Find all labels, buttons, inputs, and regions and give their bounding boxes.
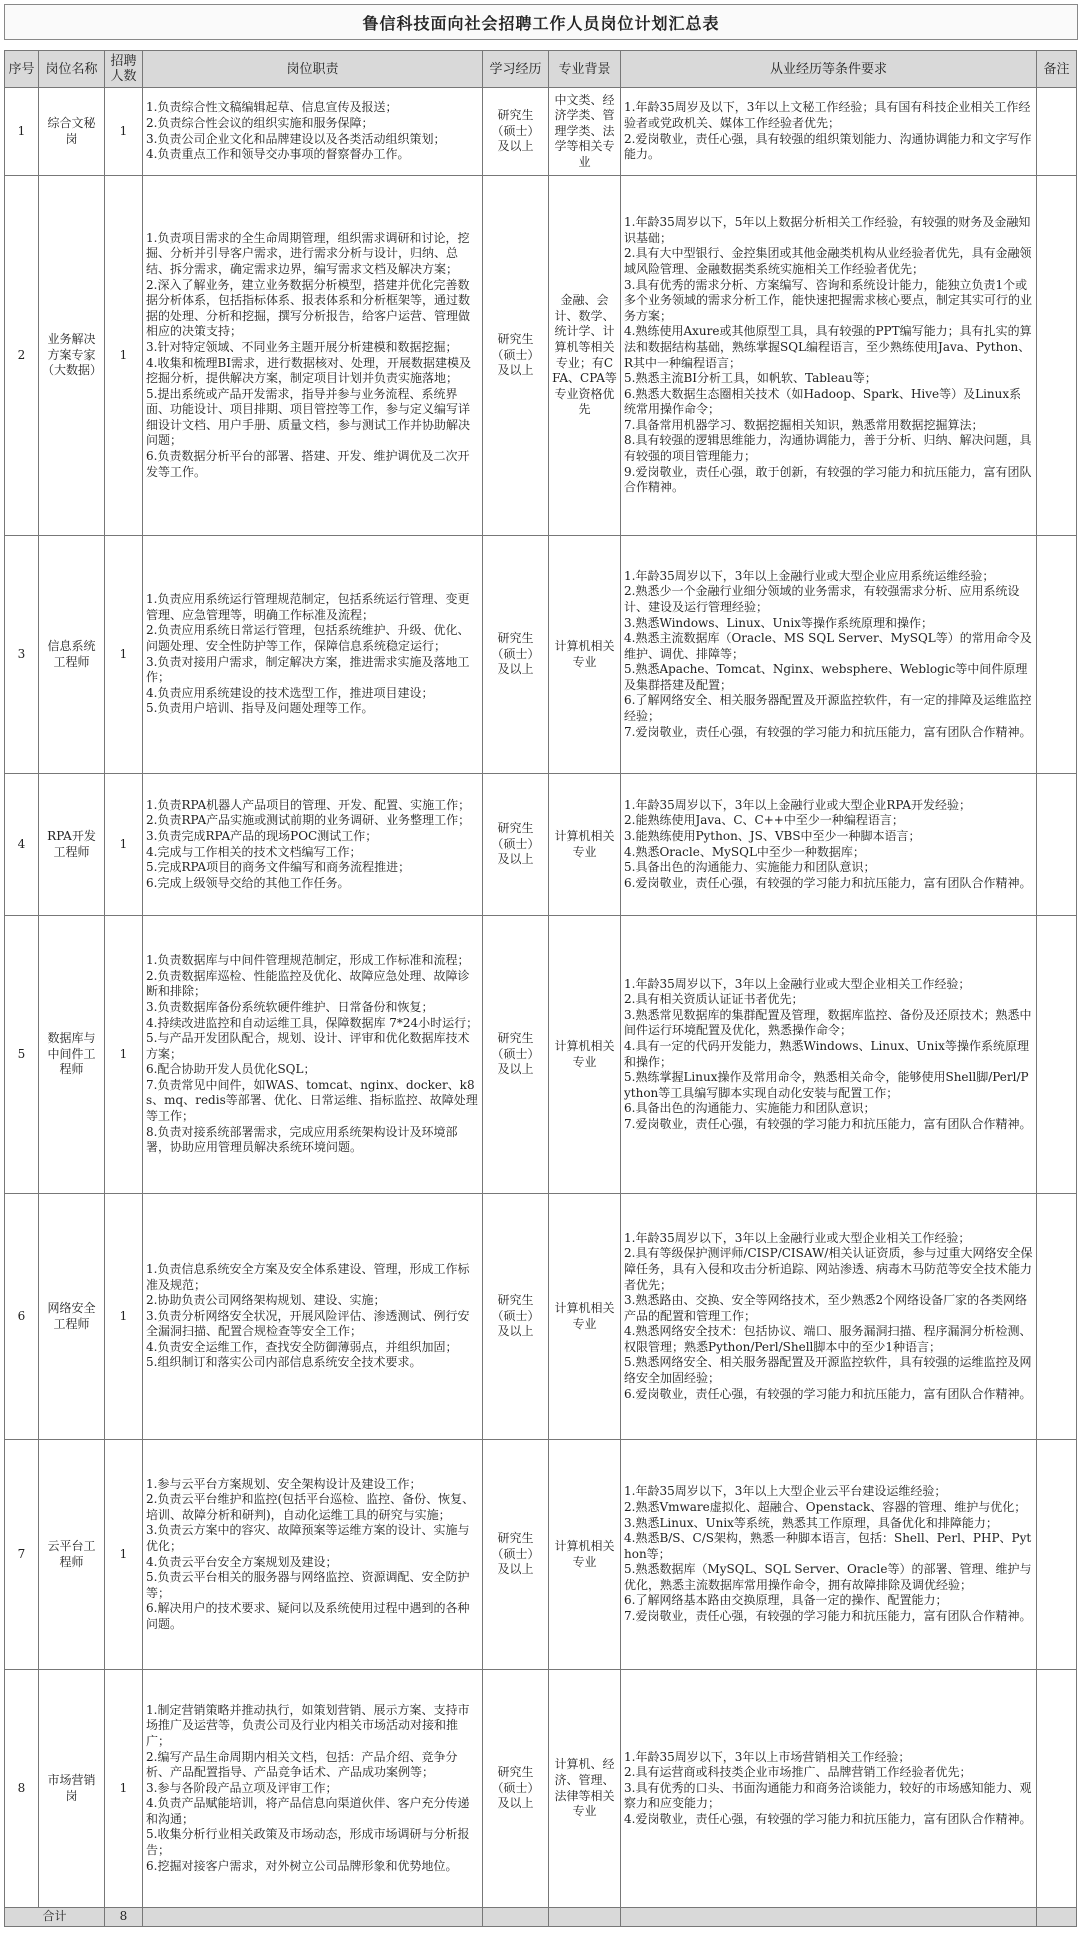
row-count: 1 bbox=[105, 176, 143, 536]
row-count: 1 bbox=[105, 774, 143, 916]
row-requirements: 1.年龄35周岁以下，3年以上金融行业或大型企业相关工作经验； 2.具有相关资质认证证书者优先； 3.熟悉常见数据库的集群配置及管理，数据库监控、备份及还原技术；熟悉中间件运行环境配置及优化，熟悉操作命令； 4.具有一定的代码开发能力，熟悉Windows、Linux、Unix等操作系统原理和操作； 5.熟练掌握Linux操作及常用命令，熟悉相关命令，能够使用Shell脚/Perl/Python等工具编写脚本实现自动化安装与配置工作； 6.具备出色的沟通能力、实施能力和团队意识； 7.爱岗敬业，责任心强，有较强的学习能力和抗压能力，富有团队合作精神。 bbox=[621, 916, 1037, 1194]
row-major: 计算机相关专业 bbox=[549, 916, 621, 1194]
row-position: 数据库与中间件工程师 bbox=[39, 916, 105, 1194]
total-empty bbox=[621, 1908, 1037, 1927]
row-remark bbox=[1037, 536, 1077, 774]
row-education: 研究生（硕士）及以上 bbox=[483, 774, 549, 916]
row-no: 6 bbox=[5, 1194, 39, 1440]
row-duties: 1.负责项目需求的全生命周期管理，组织需求调研和讨论，挖掘、分析并引导客户需求，进行需求分析与设计，归纳、总结、拆分需求，确定需求边界，编写需求文档及解决方案； 2.深入了解业务，建立业务数据分析模型，搭建并优化完善数据分析体系，包括指标体系、报表体系和分析框架等，通过数据的处理、分析和挖掘，撰写分析报告，给客户运营、管理做相应的决策支持； 3.针对特定领域、不同业务主题开展分析建模和数据挖掘； 4.收集和梳理BI需求，进行数据核对、处理，开展数据建模及挖掘分析，提供解决方案，制定项目计划并负责实施落地； 5.提出系统或产品开发需求，指导并参与业务流程、系统界面、功能设计、项目排期、项目管控等工作，参与定义编写详细设计文档、用户手册、质量文档，参与测试工作并协助解决问题； 6.负责数据分析平台的部署、搭建、开发、维护调优及二次开发等工作。 bbox=[143, 176, 483, 536]
row-duties: 1.负责综合性文稿编辑起草、信息宣传及报送； 2.负责综合性会议的组织实施和服务保障； 3.负责公司企业文化和品牌建设以及各类活动组织策划； 4.负责重点工作和领导交办事项的督察督办工作。 bbox=[143, 88, 483, 176]
table-row bbox=[5, 536, 1077, 774]
row-requirements: 1.年龄35周岁以下，5年以上数据分析相关工作经验，有较强的财务及金融知识基础； 2.具有大中型银行、金控集团或其他金融类机构从业经验者优先，具有金融领域风险管理、金融数据类系统实施相关工作经验者优先； 3.具有优秀的需求分析、方案编写、咨询和系统设计能力，能独立负责1个或多个业务领域的需求分析工作，能快速把握需求核心要点，制定其实可行的业务方案； 4.熟练使用Axure或其他原型工具，具有较强的PPT编写能力；具有扎实的算法和数据结构基础，熟练掌握SQL编程语言，至少熟练使用Java、Python、R其中一种编程语言； 5.熟悉主流BI分析工具，如帆软、Tableau等； 6.熟悉大数据生态圈相关技术（如Hadoop、Spark、Hive等）及Linux系统常用操作命令； 7.具备常用机器学习、数据挖掘相关知识，熟悉常用数据挖掘算法； 8.具有较强的逻辑思维能力，沟通协调能力，善于分析、归纳、解决问题，具有较强的项目管理能力； 9.爱岗敬业，责任心强，敢于创新，有较强的学习能力和抗压能力，富有团队合作精神。 bbox=[621, 176, 1037, 536]
row-position: 市场营销岗 bbox=[39, 1670, 105, 1908]
total-label: 合计 bbox=[5, 1908, 105, 1927]
row-position: 云平台工程师 bbox=[39, 1440, 105, 1670]
table-row bbox=[5, 88, 1077, 176]
header-no: 序号 bbox=[5, 51, 39, 88]
page-title: 鲁信科技面向社会招聘工作人员岗位计划汇总表 bbox=[4, 4, 1078, 40]
row-duties: 1.负责信息系统安全方案及安全体系建设、管理，形成工作标准及规范； 2.协助负责公司网络架构规划、建设、实施； 3.负责分析网络安全状况，开展风险评估、渗透测试、例行安全漏洞扫描、配置合规检查等安全工作； 4.负责安全运维工作，查找安全防御薄弱点，并组织加固； 5.组织制订和落实公司内部信息系统安全技术要求。 bbox=[143, 1194, 483, 1440]
header-requirements: 从业经历等条件要求 bbox=[621, 51, 1037, 88]
row-count: 1 bbox=[105, 916, 143, 1194]
position-plan-table bbox=[4, 50, 1077, 1927]
row-position: 综合文秘岗 bbox=[39, 88, 105, 176]
row-no: 7 bbox=[5, 1440, 39, 1670]
row-count: 1 bbox=[105, 88, 143, 176]
row-major: 中文类、经济学类、管理学类、法学等相关专业 bbox=[549, 88, 621, 176]
row-remark bbox=[1037, 88, 1077, 176]
total-empty bbox=[1037, 1908, 1077, 1927]
row-no: 8 bbox=[5, 1670, 39, 1908]
row-position: 业务解决方案专家（大数据） bbox=[39, 176, 105, 536]
row-duties: 1.制定营销策略并推动执行，如策划营销、展示方案、支持市场推广及运营等，负责公司及行业内相关市场活动对接和推广； 2.编写产品生命周期内相关文档，包括：产品介绍、竞争分析、产品配置指导、产品竞争话术、产品成功案例等； 3.参与各阶段产品立项及评审工作； 4.负责产品赋能培训，将产品信息向渠道伙伴、客户充分传递和沟通； 5.收集分析行业相关政策及市场动态，形成市场调研与分析报告； 6.挖掘对接客户需求，对外树立公司品牌形象和优势地位。 bbox=[143, 1670, 483, 1908]
row-education: 研究生（硕士）及以上 bbox=[483, 1440, 549, 1670]
header-remark: 备注 bbox=[1037, 51, 1077, 88]
row-duties: 1.负责应用系统运行管理规范制定，包括系统运行管理、变更管理、应急管理等，明确工作标准及流程； 2.负责应用系统日常运行管理，包括系统维护、升级、优化、问题处理、安全性防护等工作，保障信息系统稳定运行； 3.负责对接用户需求，制定解决方案，推进需求实施及落地工作； 4.负责应用系统建设的技术选型工作，推进项目建设； 5.负责用户培训、指导及问题处理等工作。 bbox=[143, 536, 483, 774]
row-no: 5 bbox=[5, 916, 39, 1194]
row-requirements: 1.年龄35周岁及以下，3年以上文秘工作经验；具有国有科技企业相关工作经验者或党政机关、媒体工作经验者优先； 2.爱岗敬业，责任心强，具有较强的组织策划能力、沟通协调能力和文字写作能力。 bbox=[621, 88, 1037, 176]
header-education: 学习经历 bbox=[483, 51, 549, 88]
row-count: 1 bbox=[105, 1194, 143, 1440]
row-education: 研究生（硕士）及以上 bbox=[483, 88, 549, 176]
table-row bbox=[5, 774, 1077, 916]
row-education: 研究生（硕士）及以上 bbox=[483, 916, 549, 1194]
row-duties: 1.参与云平台方案规划、安全架构设计及建设工作； 2.负责云平台维护和监控(包括平台巡检、监控、备份、恢复、培训、故障分析和研判)，自动化运维工具的研究与实施； 3.负责云方案中的容灾、故障预案等运维方案的设计、实施与优化； 4.负责云平台安全方案规划及建设； 5.负责云平台相关的服务器与网络监控、资源调配、安全防护等； 6.解决用户的技术要求、疑问以及系统使用过程中遇到的各种问题。 bbox=[143, 1440, 483, 1670]
total-empty bbox=[143, 1908, 483, 1927]
header-duties: 岗位职责 bbox=[143, 51, 483, 88]
row-no: 4 bbox=[5, 774, 39, 916]
row-education: 研究生（硕士）及以上 bbox=[483, 536, 549, 774]
row-major: 计算机相关专业 bbox=[549, 1440, 621, 1670]
header-major: 专业背景 bbox=[549, 51, 621, 88]
row-major: 计算机、经济、管理、法律等相关专业 bbox=[549, 1670, 621, 1908]
row-requirements: 1.年龄35周岁以下，3年以上金融行业或大型企业RPA开发经验； 2.能熟练使用Java、C、C++中至少一种编程语言； 3.能熟练使用Python、JS、VBS中至少一种脚本语言； 4.熟悉Oracle、MySQL中至少一种数据库； 5.具备出色的沟通能力、实施能力和团队意识； 6.爱岗敬业，责任心强，有较强的学习能力和抗压能力，富有团队合作精神。 bbox=[621, 774, 1037, 916]
row-remark bbox=[1037, 1194, 1077, 1440]
row-requirements: 1.年龄35周岁以下，3年以上金融行业或大型企业应用系统运维经验； 2.熟悉少一个金融行业细分领域的业务需求，有较强需求分析、应用系统设计、建设及运行管理经验； 3.熟悉Windows、Linux、Unix等操作系统原理和操作； 4.熟悉主流数据库（Oracle、MS SQL Server、MySQL等）的常用命令及维护、调优、排障等； 5.熟悉Apache、Tomcat、Nginx、websphere、Weblogic等中间件原理及集群搭建及配置； 6.了解网络安全、相关服务器配置及开源监控软件，有一定的排障及运维监控经验； 7.爱岗敬业，责任心强，有较强的学习能力和抗压能力，富有团队合作精神。 bbox=[621, 536, 1037, 774]
row-count: 1 bbox=[105, 1670, 143, 1908]
total-empty bbox=[483, 1908, 549, 1927]
table-header-row bbox=[5, 51, 1077, 88]
row-requirements: 1.年龄35周岁以下，3年以上金融行业或大型企业相关工作经验； 2.具有等级保护测评师/CISP/CISAW/相关认证资质，参与过重大网络安全保障任务，具有入侵和攻击分析追踪、网站渗透、病毒木马防范等安全技术能力者优先； 3.熟悉路由、交换、安全等网络技术，至少熟悉2个网络设备厂家的各类网络产品的配置和管理工作； 4.熟悉网络安全技术：包括协议、端口、服务漏洞扫描、程序漏洞分析检测、权限管理；熟悉Python/Perl/Shell脚本中的至少1种语言； 5.熟悉网络安全、相关服务器配置及开源监控软件，具有较强的运维监控及网络安全加固经验； 6.爱岗敬业，责任心强，有较强的学习能力和抗压能力，富有团队合作精神。 bbox=[621, 1194, 1037, 1440]
total-empty bbox=[549, 1908, 621, 1927]
table-row bbox=[5, 916, 1077, 1194]
total-count: 8 bbox=[105, 1908, 143, 1927]
row-no: 3 bbox=[5, 536, 39, 774]
row-count: 1 bbox=[105, 1440, 143, 1670]
row-no: 1 bbox=[5, 88, 39, 176]
row-major: 金融、会计、数学、统计学、计算机等相关专业；有CFA、CPA等专业资格优先 bbox=[549, 176, 621, 536]
header-position: 岗位名称 bbox=[39, 51, 105, 88]
row-position: 信息系统工程师 bbox=[39, 536, 105, 774]
row-major: 计算机相关专业 bbox=[549, 1194, 621, 1440]
table-row bbox=[5, 176, 1077, 536]
table-row bbox=[5, 1194, 1077, 1440]
row-major: 计算机相关专业 bbox=[549, 774, 621, 916]
row-major: 计算机相关专业 bbox=[549, 536, 621, 774]
table-row bbox=[5, 1670, 1077, 1908]
row-duties: 1.负责数据库与中间件管理规范制定，形成工作标准和流程； 2.负责数据库巡检、性能监控及优化、故障应急处理、故障诊断和排除； 3.负责数据库备份系统软硬件维护、日常备份和恢复； 4.持续改进监控和自动运维工具，保障数据库 7*24小时运行； 5.与产品开发团队配合，规划、设计、评审和优化数据库技术方案； 6.配合协助开发人员优化SQL； 7.负责常见中间件，如WAS、tomcat、nginx、docker、k8s、mq、redis等部署、优化、日常运维、指标监控、故障处理等工作； 8.负责对接系统部署需求，完成应用系统架构设计及环境部署，协助应用管理员解决系统环境问题。 bbox=[143, 916, 483, 1194]
row-requirements: 1.年龄35周岁以下，3年以上大型企业云平台建设运维经验； 2.熟悉Vmware虚拟化、超融合、Openstack、容器的管理、维护与优化； 3.熟悉Linux、Unix等系统，熟悉其工作原理，具备优化和排障能力； 4.熟悉B/S、C/S架构，熟悉一种脚本语言，包括：Shell、Perl、PHP、Python等； 5.熟悉数据库（MySQL、SQL Server、Oracle等）的部署、管理、维护与优化，熟悉主流数据库常用操作命令，拥有故障排除及调优经验； 6.了解网络基本路由交换原理，具备一定的操作、配置能力； 7.爱岗敬业，责任心强，有较强的学习能力和抗压能力，富有团队合作精神。 bbox=[621, 1440, 1037, 1670]
row-duties: 1.负责RPA机器人产品项目的管理、开发、配置、实施工作； 2.负责RPA产品实施或测试前期的业务调研、业务整理工作； 3.负责完成RPA产品的现场POC测试工作； 4.完成与工作相关的技术文档编写工作； 5.完成RPA项目的商务文件编写和商务流程推进； 6.完成上级领导交给的其他工作任务。 bbox=[143, 774, 483, 916]
row-remark bbox=[1037, 176, 1077, 536]
row-count: 1 bbox=[105, 536, 143, 774]
row-no: 2 bbox=[5, 176, 39, 536]
row-education: 研究生（硕士）及以上 bbox=[483, 1194, 549, 1440]
row-position: RPA开发工程师 bbox=[39, 774, 105, 916]
header-count: 招聘人数 bbox=[105, 51, 143, 88]
row-remark bbox=[1037, 774, 1077, 916]
row-requirements: 1.年龄35周岁以下，3年以上市场营销相关工作经验； 2.具有运营商或科技类企业市场推广、品牌营销工作经验者优先； 3.具有优秀的口头、书面沟通能力和商务洽谈能力，较好的市场感知能力、观察力和应变能力； 4.爱岗敬业，责任心强，有较强的学习能力和抗压能力，富有团队合作精神。 bbox=[621, 1670, 1037, 1908]
row-position: 网络安全工程师 bbox=[39, 1194, 105, 1440]
row-remark bbox=[1037, 1440, 1077, 1670]
row-remark bbox=[1037, 1670, 1077, 1908]
table-row bbox=[5, 1440, 1077, 1670]
row-remark bbox=[1037, 916, 1077, 1194]
row-education: 研究生（硕士）及以上 bbox=[483, 176, 549, 536]
row-education: 研究生（硕士）及以上 bbox=[483, 1670, 549, 1908]
total-row bbox=[5, 1908, 1077, 1927]
